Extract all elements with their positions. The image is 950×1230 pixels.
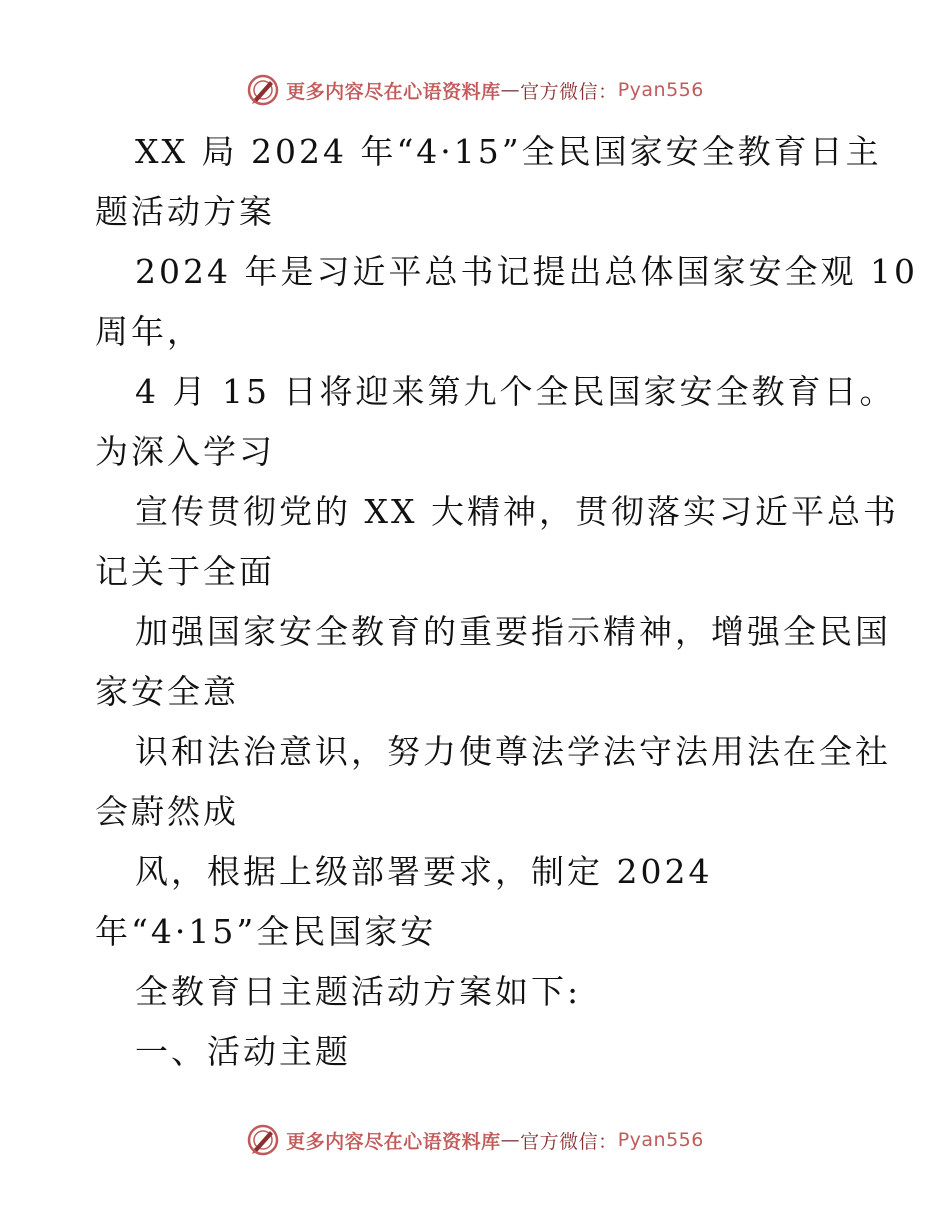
text-line: 题活动方案 xyxy=(95,192,275,231)
text-line: 为深入学习 xyxy=(95,432,275,471)
text-line: 宣传贯彻党的 XX 大精神，贯彻落实习近平总书 xyxy=(135,492,899,531)
text-line: 记关于全面 xyxy=(95,552,275,591)
watermark-id: Pyan556 xyxy=(617,79,704,101)
text-line: 2024 年是习近平总书记提出总体国家安全观 10 xyxy=(135,252,918,291)
text-line: 4 月 15 日将迎来第九个全民国家安全教育日。 xyxy=(135,372,896,411)
watermark-dash: — xyxy=(500,79,521,101)
text-line: 全教育日主题活动方案如下: xyxy=(135,972,582,1011)
text-line: 加强国家安全教育的重要指示精神，增强全民国 xyxy=(135,612,891,651)
text-line: XX 局 2024 年“4·15”全民国家安全教育日主 xyxy=(135,132,882,171)
text-line: 周年， xyxy=(95,312,203,351)
document-body xyxy=(95,122,918,1082)
watermark-dash: — xyxy=(500,1129,521,1151)
watermark-main-text: 更多内容尽在心语资料库 xyxy=(286,80,501,103)
watermark-label: 官方微信： xyxy=(520,80,618,103)
watermark-main-text: 更多内容尽在心语资料库 xyxy=(286,1130,501,1153)
footer-watermark xyxy=(0,1120,950,1160)
text-line: 会蔚然成 xyxy=(95,792,239,831)
text-line: 年“4·15”全民国家安 xyxy=(95,912,437,951)
watermark-id: Pyan556 xyxy=(617,1129,704,1151)
header-watermark xyxy=(0,70,950,110)
text-line: 识和法治意识，努力使尊法学法守法用法在全社 xyxy=(135,732,891,771)
pen-logo-icon xyxy=(246,73,280,107)
text-line: 家安全意 xyxy=(95,672,239,711)
text-line: 风，根据上级部署要求，制定 2024 xyxy=(135,852,713,891)
watermark-label: 官方微信： xyxy=(520,1130,618,1153)
section-heading: 一、活动主题 xyxy=(135,1032,351,1071)
pen-logo-icon xyxy=(246,1123,280,1157)
